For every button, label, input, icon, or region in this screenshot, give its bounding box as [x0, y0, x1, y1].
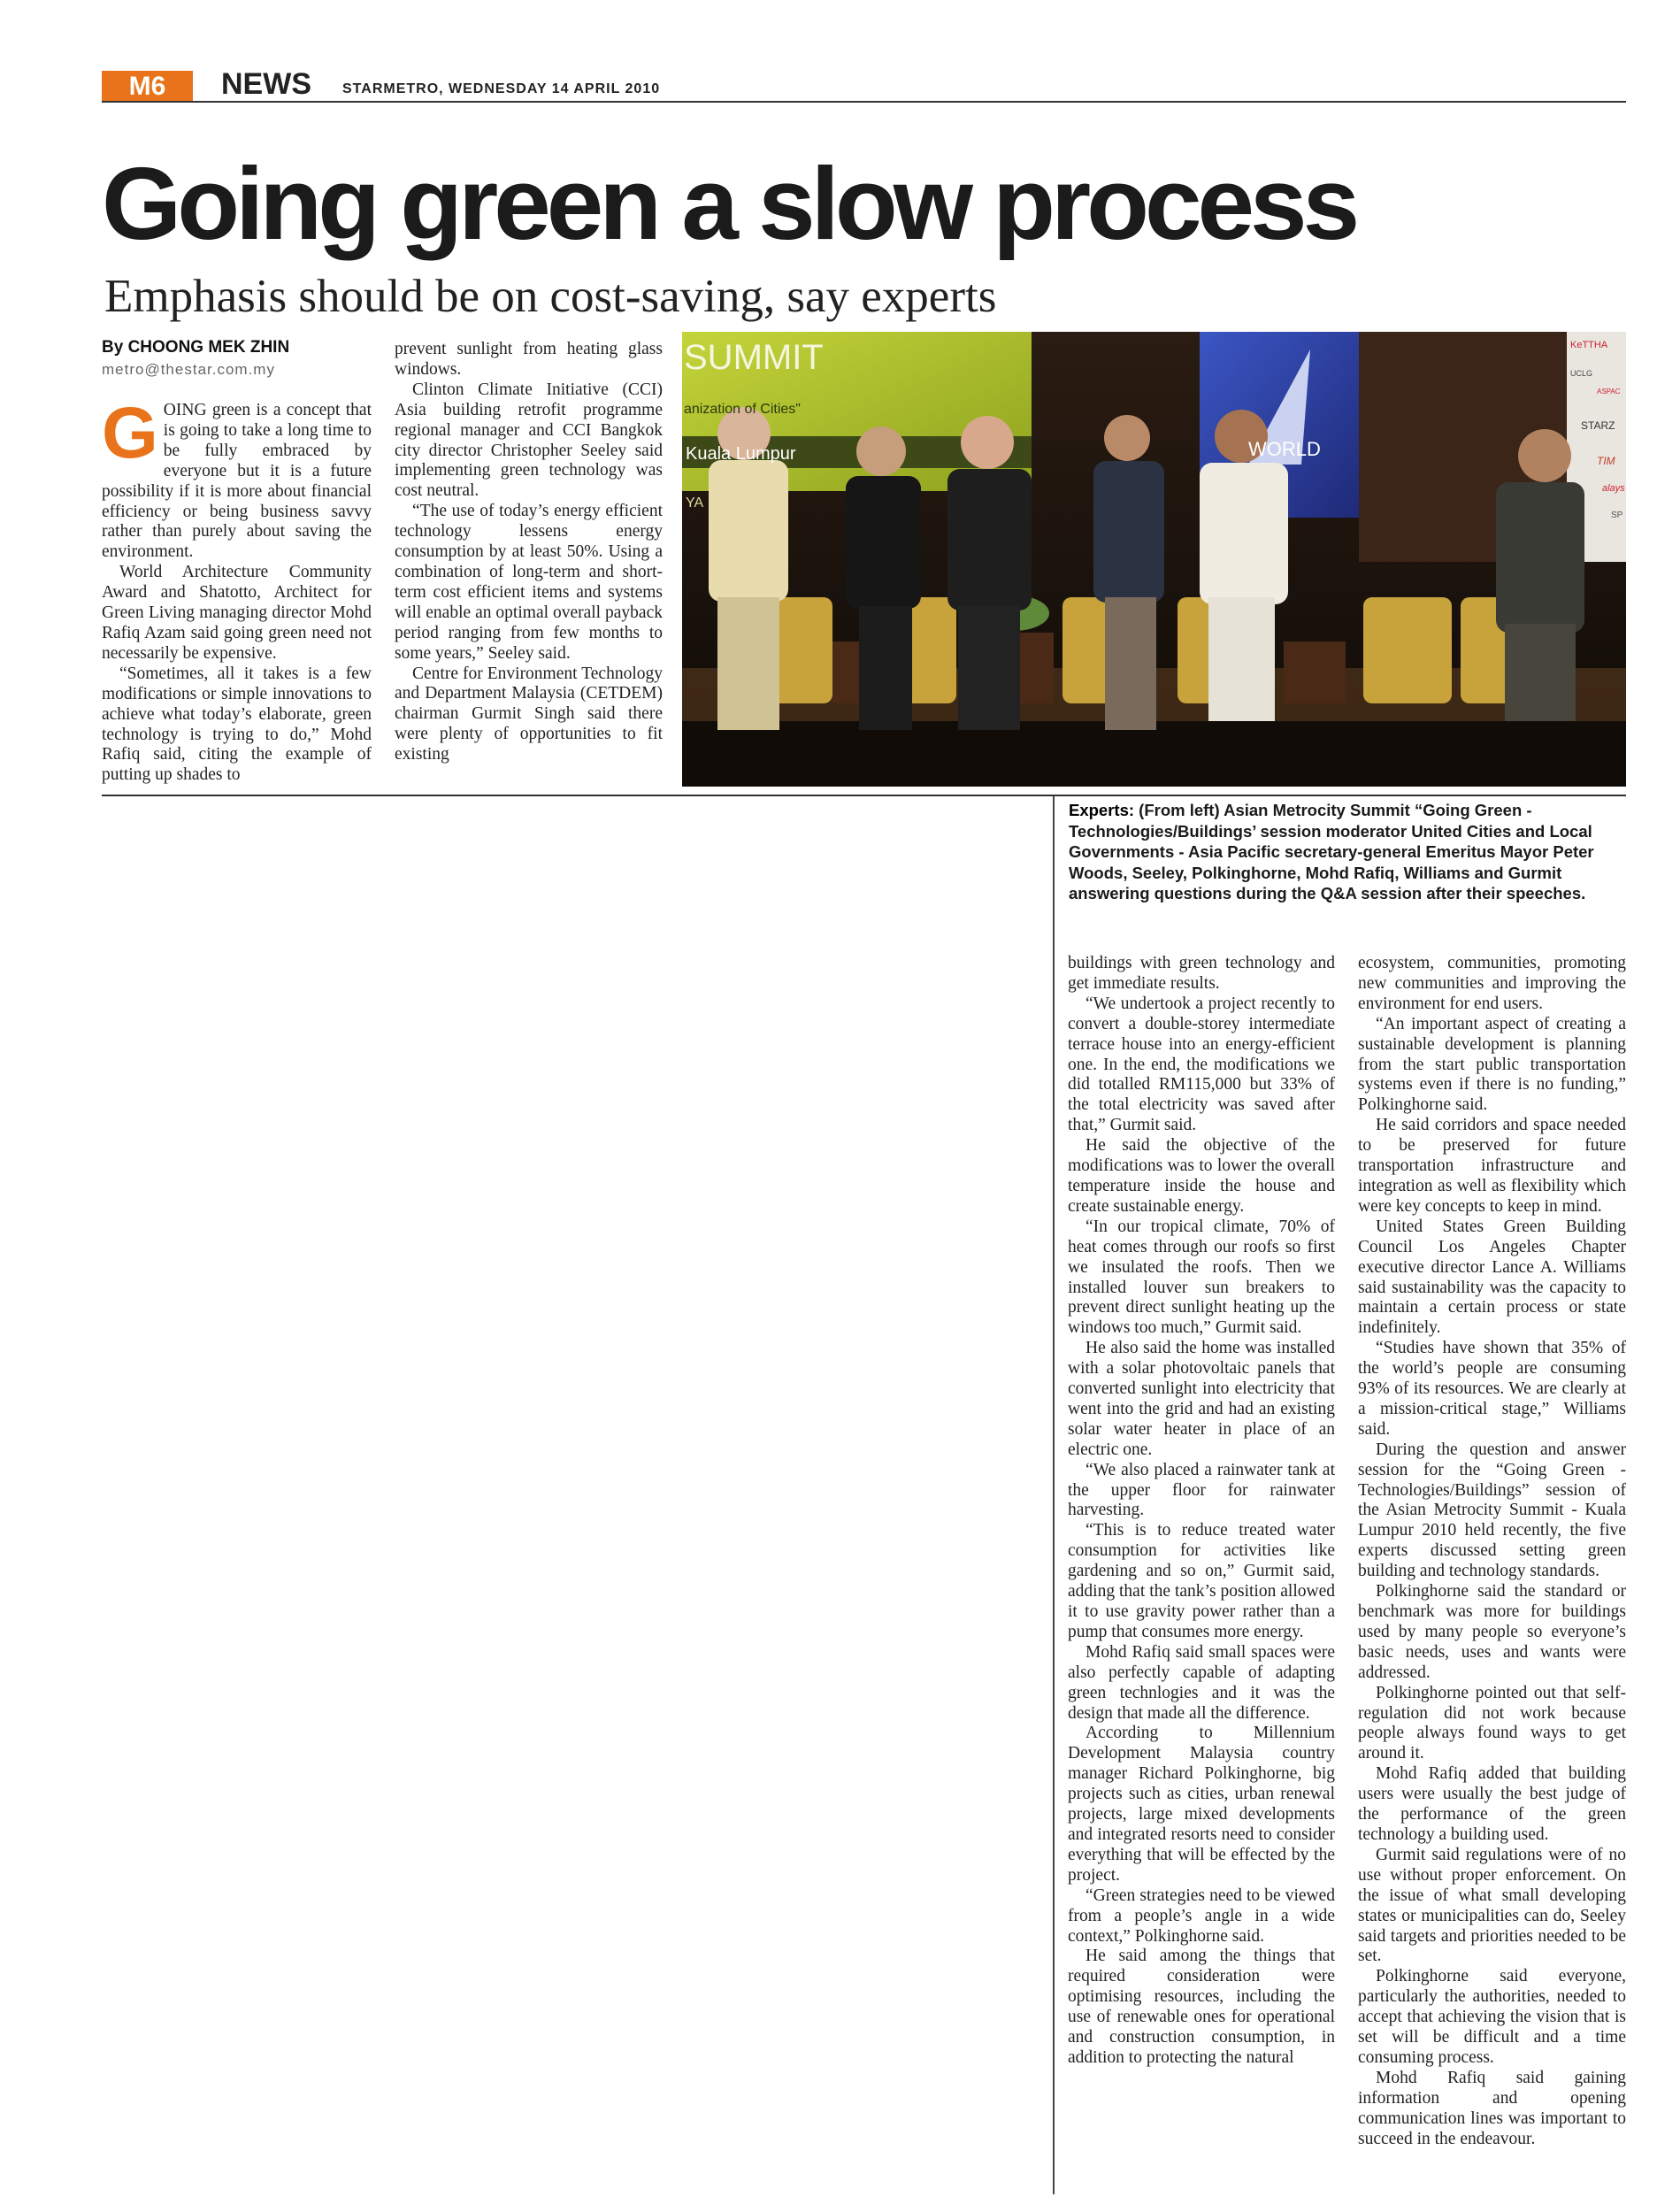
paragraph: Mohd Rafiq added that building users were usually the best judge of the performance of the green technology a building used.	[1358, 1764, 1626, 1844]
banner-cities-text: anization of Cities"	[684, 402, 801, 417]
paragraph: “This is to reduce treated water consumption for activities like gardening and so on,” Gurmit said, adding that the tank’s position allowed it to use gravity power rather than a pump that consumes more energy.	[1068, 1521, 1335, 1641]
paragraph: He said corridors and space needed to be preserved for future transportation infrastructure and integration as well as flexibility which were key concepts to keep in mind.	[1358, 1116, 1626, 1216]
paragraph: During the question and answer session for the “Going Green - Technologies/Buildings” session of the Asian Metrocity Summit - Kuala Lumpur 2010 held recently, the five experts discussed setting green building and technology standards.	[1358, 1440, 1626, 1581]
paragraph: “Sometimes, all it takes is a few modifications or simple innovations to achieve what today’s elaborate, green technology is trying to do,” Mohd Rafiq said, citing the example of putting up shades to	[102, 664, 372, 785]
banner-world-text: WORLD	[1248, 438, 1321, 460]
byline: By CHOONG MEK ZHIN	[102, 338, 290, 357]
paragraph: “Studies have shown that 35% of the world’s people are consuming 93% of its resources. We are clearly at a mission-critical stage,” Williams said.	[1358, 1339, 1626, 1439]
paragraph: Polkinghorne said everyone, particularly the authorities, needed to accept that achieving the vision that is set will be difficult and a time consuming process.	[1358, 1967, 1626, 2067]
article-column-2	[395, 340, 663, 790]
paragraph: He also said the home was installed with a solar photovoltaic panels that converted sunlight into electricity that went into the grid and had an existing solar water heater in place of an electric one.	[1068, 1339, 1335, 1459]
header-rule	[102, 101, 1626, 103]
paragraph: “An important aspect of creating a sustainable development is planning from the start public transportation systems even if there is no funding,” Polkinghorne said.	[1358, 1014, 1626, 1115]
paragraph: GOING green is a concept that is going to take a long time to be fully embraced by everyone but it is a future possibility if it is more about financial efficiency or being business savvy rather than purely about saving the environment.	[102, 401, 372, 562]
sponsor-logo-2: UCLG	[1570, 369, 1593, 378]
paragraph: “We undertook a project recently to convert a double-storey intermediate terrace house into an energy-efficient one. In the end, the modifications we did totalled RM115,000 but 33% of the total electricity was saved after that,” Gurmit said.	[1068, 994, 1335, 1135]
sponsor-logo-3: ASPAC	[1597, 388, 1621, 396]
page-number-tag: M6	[102, 71, 193, 102]
paragraph: Mohd Rafiq said small spaces were also perfectly capable of adapting green technlogies and it was the design that made all the difference.	[1068, 1642, 1335, 1723]
photo-bottom-rule	[102, 795, 1626, 796]
paragraph: “In our tropical climate, 70% of heat comes through our roofs so first we insulated the roofs. Then we installed louver sun breakers to prevent direct sunlight heating up the windows too much,” Gurmit said.	[1068, 1217, 1335, 1338]
article-column-1	[102, 401, 372, 790]
banner-summit-text: SUMMIT	[684, 338, 824, 377]
caption-lead: Experts:	[1069, 801, 1135, 819]
author-email: metro@thestar.com.my	[102, 361, 275, 378]
paragraph: Gurmit said regulations were of no use without proper enforcement. On the issue of what small developing states or municipalities can do, Seeley said targets and priorities needed to be set.	[1358, 1845, 1626, 1966]
drop-cap: G	[102, 401, 158, 473]
banner-ya-text: YA	[686, 495, 704, 511]
paragraph: Clinton Climate Initiative (CCI) Asia building retrofit programme regional manager and CCI Bangkok city director Christopher Seeley said implementing green technology was cost neutral.	[395, 380, 663, 501]
column-divider	[1053, 796, 1055, 2194]
paragraph: World Architecture Community Award and Shatotto, Architect for Green Living managing director Mohd Rafiq Azam said going green need not necessarily be expensive.	[102, 563, 372, 663]
sponsor-logo-7: SP	[1611, 511, 1623, 520]
photo-caption	[1069, 800, 1624, 904]
paragraph: ecosystem, communities, promoting new communities and improving the environment for end users.	[1358, 954, 1626, 1013]
section-label: NEWS	[221, 67, 311, 101]
panel-photo	[682, 332, 1626, 787]
sponsor-logo-5: TIM	[1597, 455, 1615, 467]
sponsor-logo-4: STARZ	[1581, 419, 1615, 432]
paragraph: “Green strategies need to be viewed from a people’s angle in a wide context,” Polkinghorne said.	[1068, 1886, 1335, 1946]
paragraph: prevent sunlight from heating glass windows.	[395, 340, 663, 379]
banner-kl-text: Kuala Lumpur	[686, 444, 796, 464]
subheadline: Emphasis should be on cost-saving, say experts	[104, 271, 997, 322]
sponsor-logo-1: KeTTHA	[1570, 340, 1608, 350]
paragraph: “The use of today’s energy efficient technology lessens energy consumption by at least 50%. Using a combination of long-term and short-term cost efficient items and systems will enable an optimal overall payback period ranging from few months to some years,” Seeley said.	[395, 502, 663, 663]
article-column-3	[1068, 954, 1335, 2193]
paragraph: He said the objective of the modifications was to lower the overall temperature inside the house and create sustainable energy.	[1068, 1136, 1335, 1216]
article-column-4	[1358, 954, 1626, 2193]
dateline: STARMETRO, WEDNESDAY 14 APRIL 2010	[342, 81, 661, 96]
caption-text: (From left) Asian Metrocity Summit “Going Green - Technologies/Buildings’ session moderator United Cities and Local Governments - Asia Pacific secretary-general Emeritus Mayor Peter Woods, Seeley, Polkinghorne, Mohd Rafiq, Williams and Gurmit answering questions during the Q&A session after their speeches.	[1069, 801, 1594, 902]
paragraph: According to Millennium Development Malaysia country manager Richard Polkinghorne, big projects such as cities, urban renewal projects, large mixed developments and integrated resorts need to consider everything that will be effected by the project.	[1068, 1724, 1335, 1885]
paragraph: He said among the things that required consideration were optimising resources, including the use of renewable ones for operational and construction consumption, in addition to protecting the natural	[1068, 1947, 1335, 2067]
paragraph: Polkinghorne said the standard or benchmark was more for buildings used by many people so everyone’s basic needs, uses and wants were addressed.	[1358, 1582, 1626, 1682]
sponsor-logo-6: alays	[1602, 483, 1625, 494]
paragraph: buildings with green technology and get immediate results.	[1068, 954, 1335, 993]
paragraph: “We also placed a rainwater tank at the upper floor for rainwater harvesting.	[1068, 1460, 1335, 1520]
paragraph: Centre for Environment Technology and Department Malaysia (CETDEM) chairman Gurmit Singh said there were plenty of opportunities to fit existing	[395, 664, 663, 764]
headline: Going green a slow process	[102, 146, 1356, 261]
photo-illustration	[682, 332, 1626, 787]
paragraph: United States Green Building Council Los Angeles Chapter executive director Lance A. Williams said sustainability was the capacity to maintain a certain process or state indefinitely.	[1358, 1217, 1626, 1338]
paragraph: Polkinghorne pointed out that self-regulation did not work because people always found ways to get around it.	[1358, 1683, 1626, 1763]
paragraph: Mohd Rafiq said gaining information and opening communication lines was important to succeed in the endeavour.	[1358, 2068, 1626, 2148]
